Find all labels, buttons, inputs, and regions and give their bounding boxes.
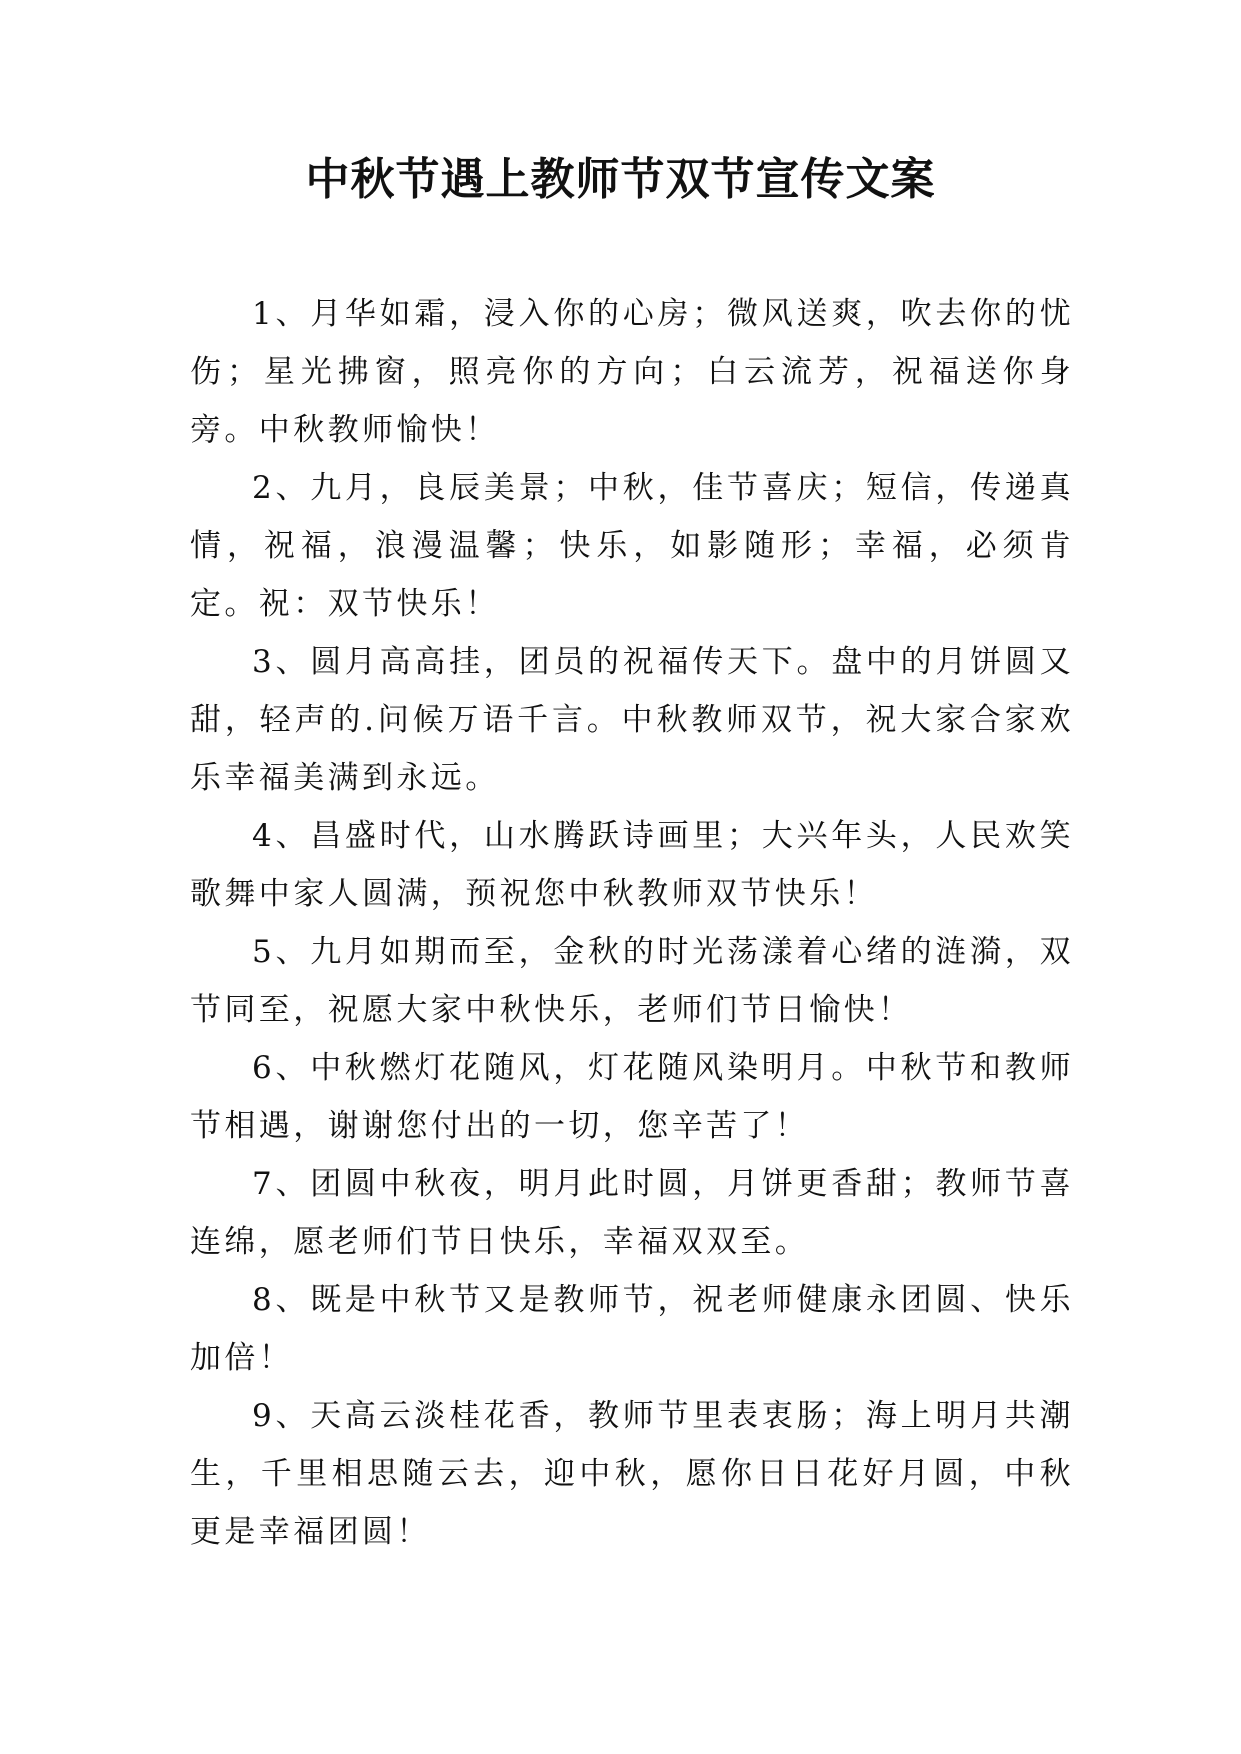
document-body (190, 285, 1074, 1561)
paragraph-4: 4、昌盛时代，山水腾跃诗画里；大兴年头，人民欢笑歌舞中家人圆满，预祝您中秋教师双节快乐！ (190, 818, 1074, 912)
paragraph-9: 9、天高云淡桂花香，教师节里表衷肠；海上明月共潮生，千里相思随云去，迎中秋，愿你日日花好月圆，中秋更是幸福团圆！ (190, 1398, 1074, 1550)
paragraph-7: 7、团圆中秋夜，明月此时圆，月饼更香甜；教师节喜连绵，愿老师们节日快乐，幸福双双至。 (190, 1166, 1074, 1260)
paragraph-1: 1、月华如霜，浸入你的心房；微风送爽，吹去你的忧伤；星光拂窗，照亮你的方向；白云流芳，祝福送你身旁。中秋教师愉快！ (190, 296, 1074, 448)
paragraph-5: 5、九月如期而至，金秋的时光荡漾着心绪的涟漪，双节同至，祝愿大家中秋快乐，老师们节日愉快！ (190, 934, 1074, 1028)
paragraph-8: 8、既是中秋节又是教师节，祝老师健康永团圆、快乐加倍！ (190, 1282, 1074, 1376)
paragraph-6: 6、中秋燃灯花随风，灯花随风染明月。中秋节和教师节相遇，谢谢您付出的一切，您辛苦了！ (190, 1050, 1074, 1144)
paragraph-3: 3、圆月高高挂，团员的祝福传天下。盘中的月饼圆又甜，轻声的.问候万语千言。中秋教师双节，祝大家合家欢乐幸福美满到永远。 (190, 644, 1074, 796)
paragraph-2: 2、九月，良辰美景；中秋，佳节喜庆；短信，传递真情，祝福，浪漫温馨；快乐，如影随形；幸福，必须肯定。祝：双节快乐！ (190, 470, 1074, 622)
document-title: 中秋节遇上教师节双节宣传文案 (305, 154, 936, 205)
